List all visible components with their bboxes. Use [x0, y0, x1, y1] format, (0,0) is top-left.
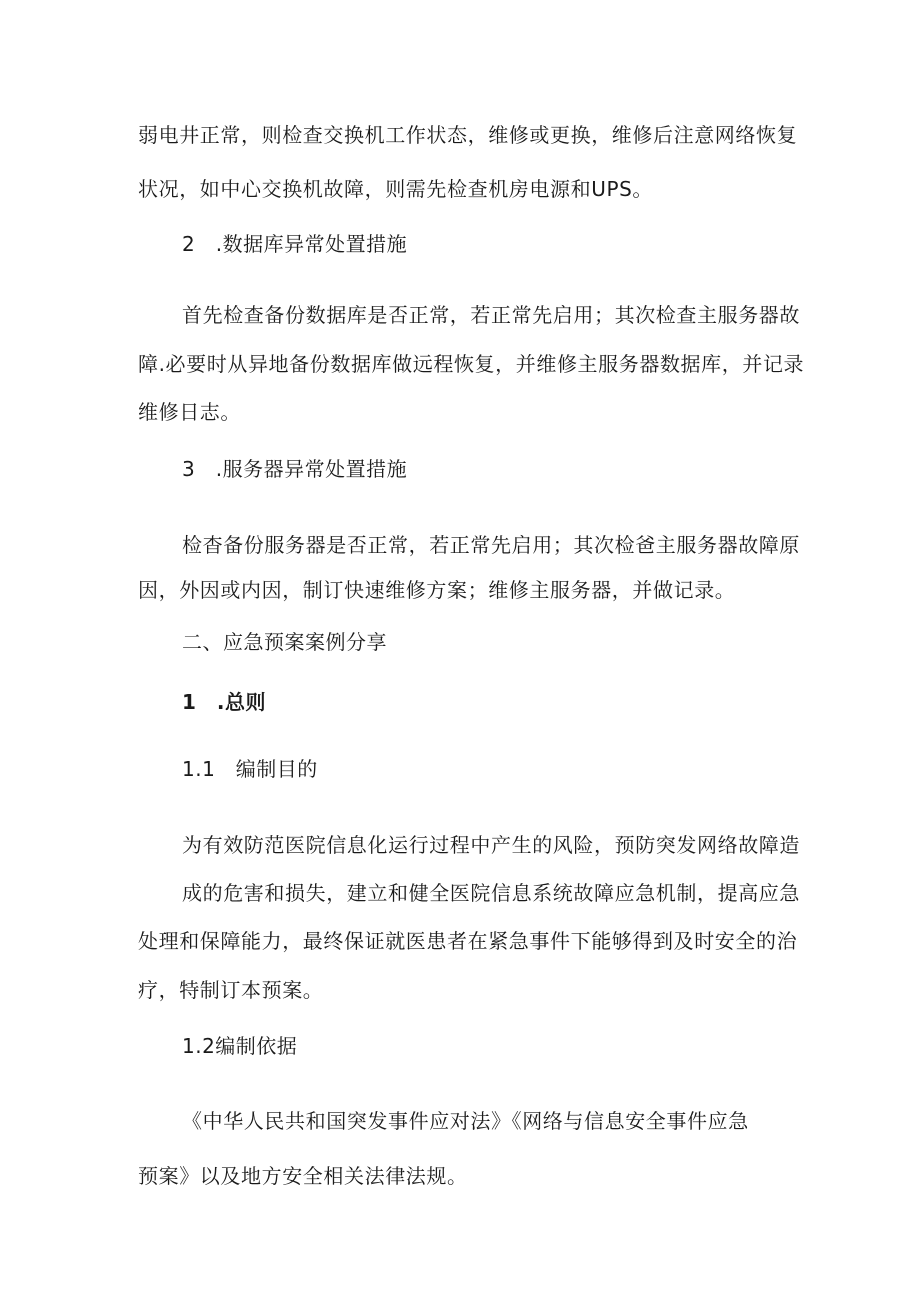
- paragraph-line: 障.必要时从异地备份数据库做远程恢复，并维修主服务器数据库，并记录: [138, 352, 805, 376]
- heading-database-measures: 2 .数据库异常处置措施: [182, 232, 408, 256]
- paragraph-line: 状况，如中心交换机故障，则需先检查机房电源和UPS。: [138, 177, 653, 201]
- section-heading: 二、应急预案案例分享: [182, 630, 387, 654]
- paragraph-line: 为有效防范医院信息化运行过程中产生的风险，预防突发网络故障造: [182, 833, 800, 857]
- paragraph-line: 成的危害和损失，建立和健全医院信息系统故障应急机制，提高应急: [182, 881, 800, 905]
- paragraph-line: 《中华人民共和国突发事件应对法》《网络与信息安全事件应急: [182, 1109, 749, 1133]
- paragraph-line: 维修日志。: [138, 400, 241, 424]
- heading-general: 1 .总则: [182, 690, 267, 714]
- paragraph-line: 因，外因或内因，制订快速维修方案；维修主服务器，并做记录。: [138, 578, 736, 602]
- paragraph-line: 处理和保障能力，最终保证就医患者在紧急事件下能够得到及时安全的治: [138, 929, 798, 953]
- paragraph-line: 检杳备份服务器是否正常，若正常先启用；其次检爸主服务器故障原: [182, 533, 800, 557]
- paragraph-line: 预案》以及地方安全相关法律法规。: [138, 1164, 468, 1188]
- paragraph-line: 疗，特制订本预案。: [138, 978, 324, 1002]
- heading-basis: 1.2编制依据: [182, 1034, 298, 1058]
- paragraph-line: 首先检查备份数据库是否正常，若正常先启用；其次检查主服务器故: [182, 303, 800, 327]
- heading-purpose: 1.1 编制目的: [182, 757, 318, 781]
- paragraph-line: 弱电井正常，则检查交换机工作状态，维修或更换，维修后注意网络恢复: [138, 123, 798, 147]
- heading-server-measures: 3 .服务器异常处置措施: [182, 457, 408, 481]
